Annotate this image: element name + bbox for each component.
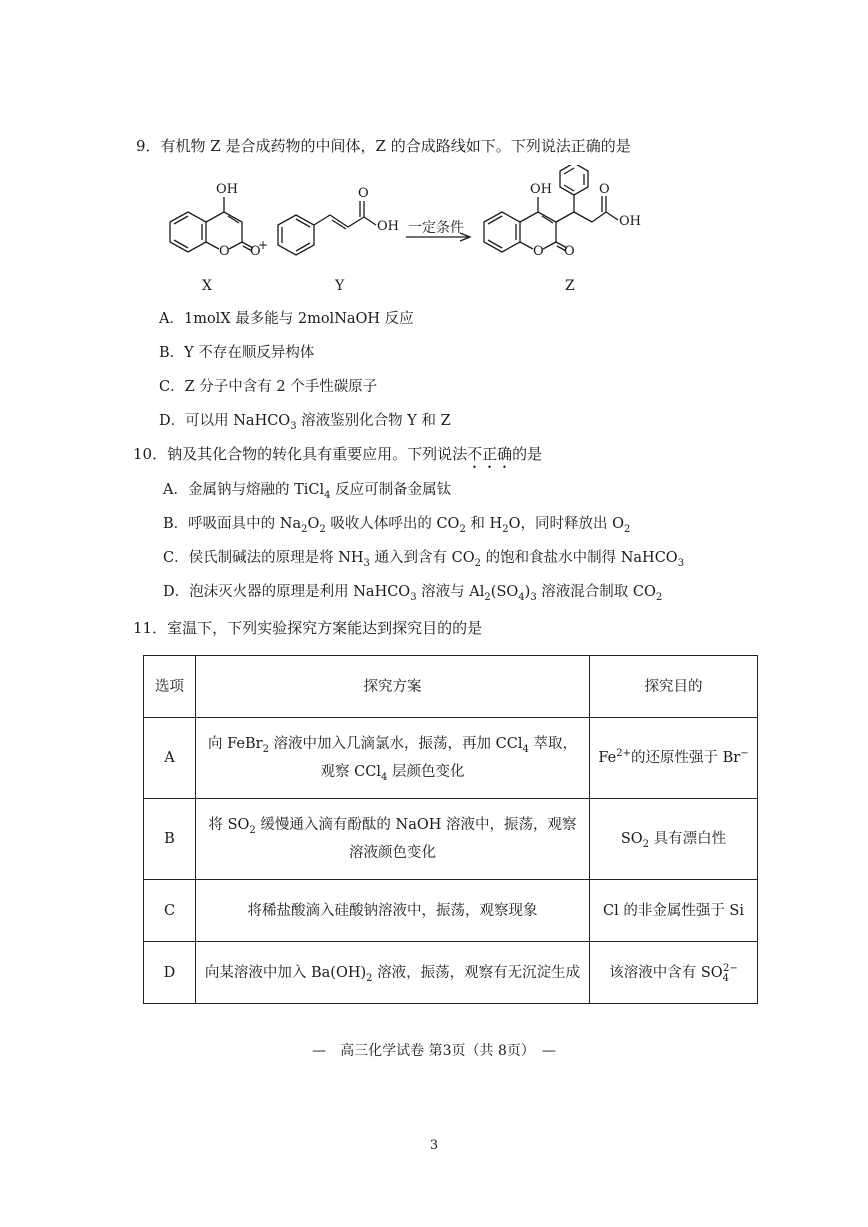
row-d-goal: 该溶液中含有 $SO_4^{2-}$ [590, 942, 758, 1004]
row-a-plan: 向 FeBr$_2$ 溶液中加入几滴氯水，振荡，再加 CCl$_4$ 萃取， 观察 CCl$_4$ 层颜色变化 [196, 718, 590, 799]
header-option: 选项 [144, 656, 196, 718]
q10-option-a[interactable]: A．金属钠与熔融的 TiCl$_4$ 反应可制备金属钛 [163, 482, 452, 501]
table-row [144, 880, 758, 942]
compound-z-label: Z [565, 278, 575, 294]
q10-option-c[interactable]: C．侯氏制碱法的原理是将 $NH_3$ 通入到含有 $CO_2$ 的饱和食盐水中制得 NaHCO$_3$ [163, 550, 685, 569]
row-d-option: D [144, 942, 196, 1004]
reaction-condition: 一定条件 [408, 220, 464, 236]
compound-x-label: X [202, 278, 212, 294]
x-carbonyl-o-label: O [250, 244, 261, 259]
page-number: 3 [429, 1138, 439, 1153]
row-a-goal: $Fe^{2+}$的还原性强于 Br− [590, 718, 758, 799]
row-b-plan: 将 $SO_2$ 缓慢通入滴有酚酞的 NaOH 溶液中，振荡，观察 溶液颜色变化 [196, 799, 590, 880]
q9-reaction-scheme [150, 165, 670, 300]
table-row [144, 942, 758, 1004]
header-goal: 探究目的 [590, 656, 758, 718]
header-plan: 探究方案 [196, 656, 590, 718]
q10-option-b[interactable]: B．呼吸面具中的 $Na_2O_2$ 吸收人体呼出的 $CO_2$ 和 $H_2O$，同时释放出 $O_2$ [163, 516, 631, 535]
plus-sign: + [258, 238, 269, 252]
row-d-plan: 向某溶液中加入 $Ba(OH)_2$ 溶液，振荡，观察有无沉淀生成 [196, 942, 590, 1004]
z-acid-oh-label: OH [619, 214, 641, 229]
row-b-option: B [144, 799, 196, 880]
q9-option-a[interactable]: A．1molX 最多能与 2molNaOH 反应 [159, 311, 414, 327]
row-b-goal: $SO_2$ 具有漂白性 [590, 799, 758, 880]
z-acid-o-label: O [599, 182, 610, 197]
q9-option-c[interactable]: C．Z 分子中含有 2 个手性碳原子 [159, 379, 378, 395]
q9-option-d[interactable]: D．可以用 NaHCO$_3$ 溶液鉴别化合物 Y 和 Z [159, 413, 451, 432]
table-row [144, 718, 758, 799]
x-ring-o-label: O [219, 244, 230, 259]
z-carbonyl-o-label: O [564, 244, 575, 259]
q10-emphasis: 不正确 [467, 445, 513, 463]
row-c-plan: 将稀盐酸滴入硅酸钠溶液中，振荡，观察现象 [196, 880, 590, 942]
z-ring-o-label: O [533, 244, 544, 259]
row-c-goal: Cl 的非金属性强于 Si [590, 880, 758, 942]
q10-option-d[interactable]: D．泡沫灭火器的原理是利用 NaHCO$_3$ 溶液与 $Al_2(SO_4)_3$ 溶液混合制取 $CO_2$ [163, 584, 663, 603]
q11-stem: 11．室温下，下列实验探究方案能达到探究目的的是 [133, 619, 483, 637]
q9-stem: 9．有机物 Z 是合成药物的中间体，Z 的合成路线如下。下列说法正确的是 [136, 137, 631, 155]
q10-stem: 10．钠及其化合物的转化具有重要应用。下列说法不正确的是 [133, 445, 543, 463]
y-oh-label: OH [377, 219, 399, 234]
table-header-row [144, 656, 758, 718]
q9-option-b[interactable]: B．Y 不存在顺反异构体 [159, 345, 315, 361]
z-oh-label: OH [530, 182, 552, 197]
row-a-option: A [144, 718, 196, 799]
page-footer: — 高三化学试卷 第3页（共 8页） — [312, 1043, 556, 1059]
table-row [144, 799, 758, 880]
y-carbonyl-o-label: O [358, 186, 369, 201]
compound-y-label: Y [335, 278, 345, 294]
x-oh-label: OH [216, 182, 238, 197]
row-c-option: C [144, 880, 196, 942]
experiment-table [143, 655, 758, 1004]
